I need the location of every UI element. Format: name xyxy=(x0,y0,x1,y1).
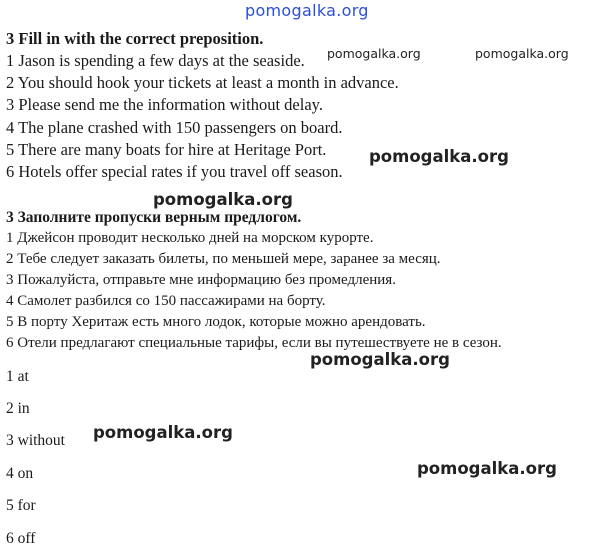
answer-4: 4 on xyxy=(6,465,34,482)
watermark-small-2: pomogalka.org xyxy=(475,46,569,61)
russian-sentence-5: 5 В порту Херитаж есть много лодок, которые можно арендовать. xyxy=(6,314,426,330)
watermark-big-5: pomogalka.org xyxy=(417,459,557,478)
russian-heading: 3 Заполните пропуски верным предлогом. xyxy=(6,209,302,226)
russian-sentence-2: 2 Тебе следует заказать билеты, по меньшей мере, заранее за месяц. xyxy=(6,251,441,267)
russian-sentence-1: 1 Джейсон проводит несколько дней на морском курорте. xyxy=(6,230,374,246)
answer-3: 3 without xyxy=(6,432,65,449)
russian-sentence-3: 3 Пожалуйста, отправьте мне информацию без промедления. xyxy=(6,272,396,288)
answer-1: 1 at xyxy=(6,368,29,385)
answer-5: 5 for xyxy=(6,497,36,514)
english-sentence-4: 4 The plane crashed with 150 passengers on board. xyxy=(6,118,343,137)
watermark-big-2: pomogalka.org xyxy=(153,190,293,209)
english-sentence-5: 5 There are many boats for hire at Heritage Port. xyxy=(6,140,327,159)
answer-6: 6 off xyxy=(6,530,36,547)
russian-sentence-6: 6 Отели предлагают специальные тарифы, если вы путешествуете не в сезон. xyxy=(6,335,502,351)
english-sentence-2: 2 You should hook your tickets at least a month in advance. xyxy=(6,73,399,92)
russian-sentence-4: 4 Самолет разбился со 150 пассажирами на борту. xyxy=(6,293,326,309)
watermark-big-3: pomogalka.org xyxy=(310,350,450,369)
english-sentence-3: 3 Please send me the information without delay. xyxy=(6,95,323,114)
watermark-big-4: pomogalka.org xyxy=(93,423,233,442)
watermark-top: pomogalka.org xyxy=(245,1,369,20)
english-sentence-1: 1 Jason is spending a few days at the seaside. xyxy=(6,51,305,70)
english-sentence-6: 6 Hotels offer special rates if you travel off season. xyxy=(6,162,343,181)
watermark-small-1: pomogalka.org xyxy=(327,46,421,61)
answer-2: 2 in xyxy=(6,400,30,417)
english-heading: 3 Fill in with the correct preposition. xyxy=(6,29,264,48)
watermark-big-1: pomogalka.org xyxy=(369,147,509,166)
